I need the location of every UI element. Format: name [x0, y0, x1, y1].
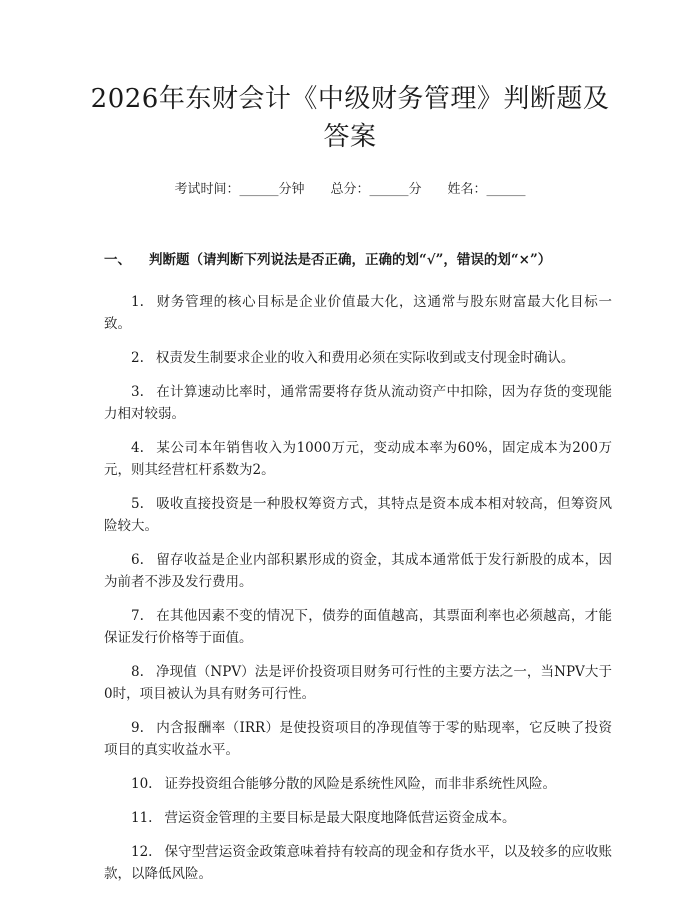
question-number: 6.	[131, 552, 144, 568]
question-number: 7.	[131, 608, 144, 624]
question-number: 5.	[131, 496, 144, 512]
question-text: 留存收益是企业内部积累形成的资金，其成本通常低于发行新股的成本，因为前者不涉及发行费用。	[104, 552, 612, 590]
question-text: 权责发生制要求企业的收入和费用必须在实际收到或支付现金时确认。	[155, 350, 575, 366]
question-number: 1.	[131, 294, 144, 310]
document-title: 2026年东财会计《中级财务管理》判断题及答案	[90, 84, 610, 152]
question-text: 财务管理的核心目标是企业价值最大化，这通常与股东财富最大化目标一致。	[104, 294, 612, 332]
question-text: 净现值（NPV）法是评价投资项目财务可行性的主要方法之一，当NPV大于0时，项目被认为具有财务可行性。	[104, 664, 612, 702]
question-number: 3.	[131, 384, 144, 400]
question-text: 某公司本年销售收入为1000万元，变动成本率为60%，固定成本为200万元，则其经营杠杆系数为2。	[104, 440, 612, 478]
exam-time-label: 考试时间：______分钟	[174, 182, 305, 197]
question-item	[104, 493, 612, 537]
section-title: 判断题（请判断下列说法是否正确，正确的划“√”，错误的划“×”）	[149, 252, 552, 268]
exam-score-label: 总分：______分	[330, 182, 422, 197]
question-number: 10.	[131, 776, 153, 792]
question-text: 吸收直接投资是一种股权筹资方式，其特点是资本成本相对较高，但筹资风险较大。	[104, 496, 612, 534]
question-item	[104, 661, 612, 705]
question-number: 4.	[131, 440, 144, 456]
question-item	[104, 807, 612, 829]
question-number: 2.	[131, 350, 144, 366]
question-item	[104, 773, 612, 795]
question-item	[104, 841, 612, 885]
exam-name-label: 姓名：______	[447, 182, 526, 197]
question-text: 内含报酬率（IRR）是使投资项目的净现值等于零的贴现率，它反映了投资项目的真实收益水平。	[104, 720, 612, 758]
question-number: 8.	[131, 664, 144, 680]
question-item	[104, 437, 612, 481]
question-item	[104, 549, 612, 593]
question-item	[104, 381, 612, 425]
question-text: 证券投资组合能够分散的风险是系统性风险，而非非系统性风险。	[164, 776, 556, 792]
question-number: 11.	[131, 810, 153, 826]
question-number: 12.	[131, 844, 153, 860]
question-number: 9.	[131, 720, 144, 736]
question-item	[104, 605, 612, 649]
section-heading	[104, 249, 612, 271]
section-number: 一、	[104, 252, 131, 268]
question-list	[104, 291, 612, 885]
question-item	[104, 347, 612, 369]
question-text: 保守型营运资金政策意味着持有较高的现金和存货水平，以及较多的应收账款，以降低风险。	[104, 844, 612, 882]
question-text: 在计算速动比率时，通常需要将存货从流动资产中扣除，因为存货的变现能力相对较弱。	[104, 384, 612, 422]
exam-meta	[88, 178, 612, 197]
question-item	[104, 291, 612, 335]
question-text: 在其他因素不变的情况下，债券的面值越高，其票面利率也必须越高，才能保证发行价格等于面值。	[104, 608, 612, 646]
question-text: 营运资金管理的主要目标是最大限度地降低营运资金成本。	[164, 810, 516, 826]
question-item	[104, 717, 612, 761]
